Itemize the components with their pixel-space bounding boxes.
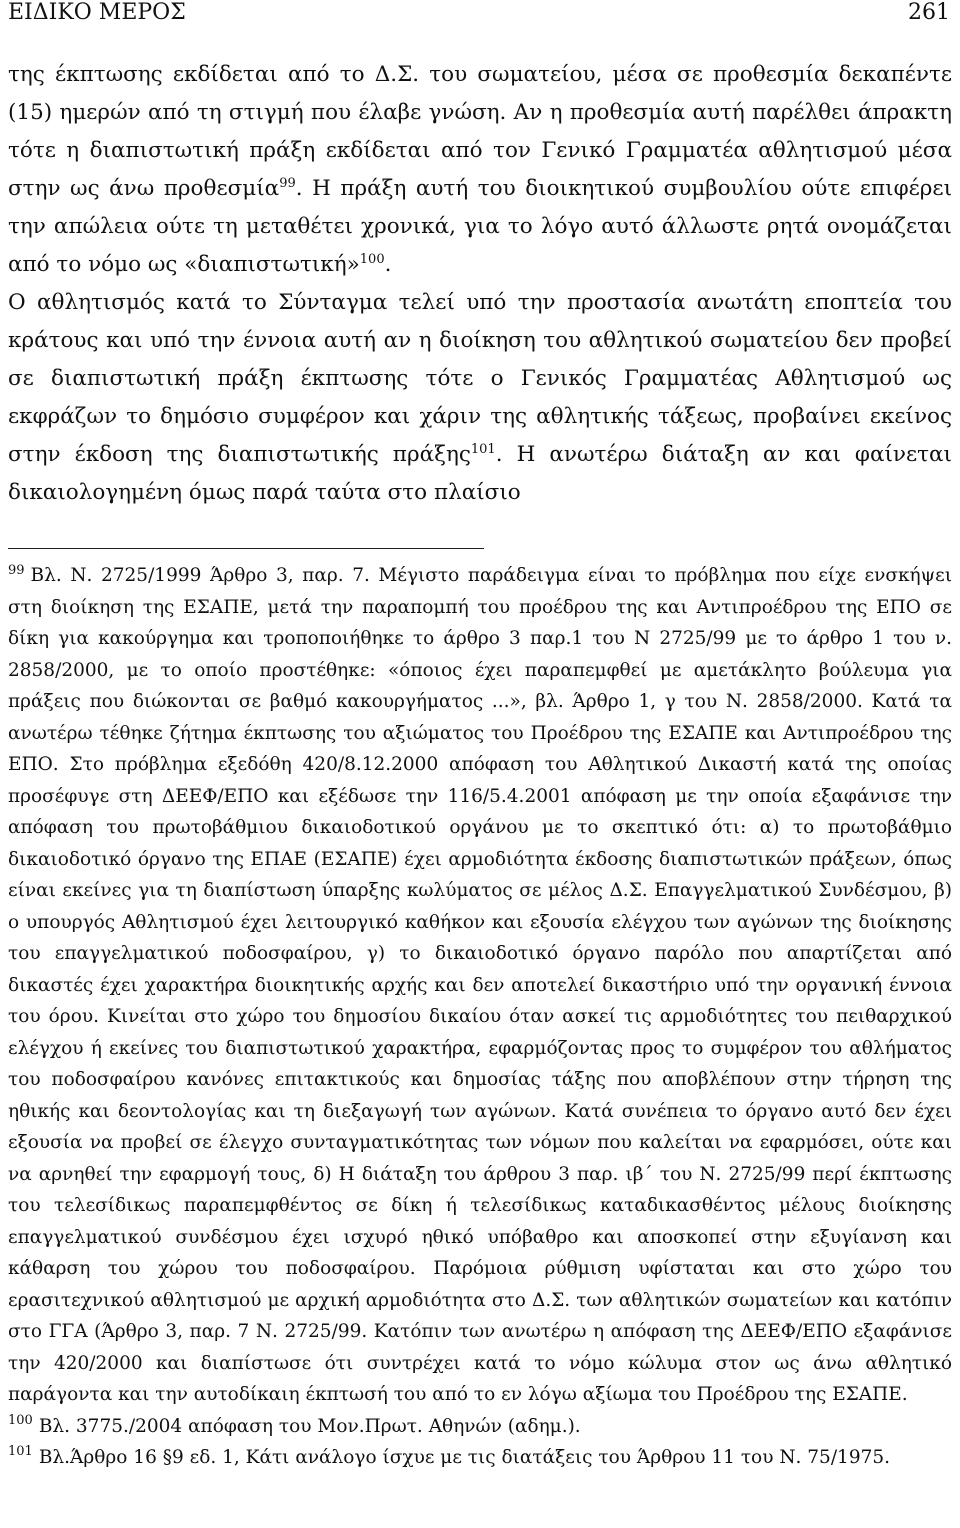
paragraph-text: . Η πράξη αυτή του διοικητικού συμβουλίου ούτε επιφέρει την απώλεια ούτε τη μεταθέτει χρονικά, για το λόγο αυτό άλλωστε ρητά ονομάζεται από το νόμο ως «διαπιστωτική» [8, 176, 952, 277]
page-number: 261 [908, 0, 950, 25]
footnote-ref-99[interactable]: 99 [279, 175, 296, 191]
paragraph-text: . Η ανωτέρω διάταξη αν και φαίνεται δικαιολογημένη όμως παρά ταύτα στο πλαίσιο [8, 442, 952, 505]
footnote-number: 101 [8, 1444, 33, 1460]
footnote-99 [8, 560, 952, 1411]
footnote-number: 99 [8, 562, 25, 578]
footnote-text: Βλ. Ν. 2725/1999 Άρθρο 3, παρ. 7. Μέγιστο παράδειγμα είναι το πρόβλημα που είχε ενσκήψει στη διοίκηση της ΕΣΑΠΕ, μετά την παραπομπή του προέδρου της και Αντιπροέδρου της ΕΠΟ σε δίκη για κακούργημα και τροποποιήθηκε το άρθρο 3 παρ.1 του Ν 2725/99 με το άρθρο 1 του ν. 2858/2000, με το οποίο προστέθηκε: «όποιος έχει παραπεμφθεί με αμετάκλητο βούλευμα για πράξεις που διώκονται σε βαθμό κακουργήματος ...», βλ. Άρθρο 1, γ του Ν. 2858/2000. Κατά τα ανωτέρω τέθηκε ζήτημα έκπτωσης του αξιώματος του Προέδρου της ΕΣΑΠΕ και Αντιπροέδρου της ΕΠΟ. Στο πρόβλημα εξεδόθη 420/8.12.2000 απόφαση του Αθλητικού Δικαστή κατά της οποίας προσέφυγε στη ΔΕΕΦ/ΕΠΟ και εξέδωσε την 116/5.4.2001 απόφαση με την οποία εξαφάνισε την απόφαση του πρωτοβάθμιου δικαιοδοτικού οργάνου με το σκεπτικό ότι: α) το πρωτοβάθμιο δικαιοδοτικό όργανο της ΕΠΑΕ (ΕΣΑΠΕ) έχει αρμοδιότητα έκδοσης διαπιστωτικών πράξεων, όπως είναι εκείνες για τη διαπίστωση ύπαρξης κωλύματος σε μέλος Δ.Σ. Επαγγελματικού Συνδέσμου, β) ο υπουργός Αθλητισμού έχει λειτουργικό καθήκον και εξουσία ελέγχου των αγώνων της διοίκησης του επαγγελματικού ποδοσφαίρου, γ) το δικαιοδοτικό όργανο παρόλο που απαρτίζεται από δικαστές έχει χαρακτήρα διοικητικής αρχής και δεν αποτελεί δικαστήριο υπό την οργανική έννοια του όρου. Κινείται στο χώρο του δημοσίου δικαίου όταν ασκεί τις αρμοδιότητες του πειθαρχικού ελέγχου ή εκείνες του διαπιστωτικού χαρακτήρα, εφαρμόζοντας προς το συμφέρον του αθλήματος του ποδοσφαίρου κανόνες επιτακτικούς και δημοσίας τάξης που αποβλέπουν στην τήρηση της ηθικής και δεοντολογίας και τη διεξαγωγή των αγώνων. Κατά συνέπεια το όργανο αυτό δεν έχει εξουσία να προβεί σε έλεγχο συνταγματικότητας των νόμων που καλείται να εφαρμόσει, ούτε και να αρνηθεί την εφαρμογή τους, δ) Η διάταξη του άρθρου 3 παρ. ιβ΄ του Ν. 2725/99 περί έκπτωσης του τελεσίδικως παραπεμφθέντος σε δίκη ή τελεσίδικως καταδικασθέντος μέλους διοίκησης επαγγελματικού συνδέσμου έχει ισχυρό ηθικό υπόβαθρο και αποσκοπεί στην εξυγίανση και κάθαρση του χώρου του ποδοσφαίρου. Παρόμοια ρύθμιση υφίσταται και στο χώρο του ερασιτεχνικού αθλητισμού με αρχική αρμοδιότητα στο Δ.Σ. των αθλητικών σωματείων και κατόπιν στο ΓΓΑ (Άρθρο 3, παρ. 7 Ν. 2725/99. Κατόπιν των ανωτέρω η απόφαση της ΔΕΕΦ/ΕΠΟ εξαφάνισε την 420/2000 και διαπίστωσε ότι συντρέχει κατά το νόμο κώλυμα στον ως άνω αθλητικό παράγοντα και την αυτοδίκαιη έκπτωσή του από το εν λόγω αξίωμα του Προέδρου της ΕΣΑΠΕ. [8, 565, 952, 1405]
paragraph-text: της έκπτωσης εκδίδεται από το Δ.Σ. του σωματείου, μέσα σε προθεσμία δεκαπέντε (15) ημερών από τη στιγμή που έλαβε γνώση. Αν η προθεσμία αυτή παρέλθει άπρακτη τότε η διαπιστωτική πράξη εκδίδεται από τον Γενικό Γραμματέα αθλητισμού μέσα στην ως άνω προθεσμία [8, 62, 952, 201]
footnote-ref-101[interactable]: 101 [470, 441, 496, 457]
paragraph [8, 56, 952, 284]
footnote-number: 100 [8, 1413, 33, 1429]
running-header [8, 0, 950, 28]
footnote-text: Βλ.Άρθρο 16 §9 εδ. 1, Κάτι ανάλογο ίσχυε με τις διατάξεις του Άρθρου 11 του Ν. 75/1975. [38, 1446, 891, 1468]
section-title: ΕΙΔΙΚΟ ΜΕΡΟΣ [8, 0, 186, 25]
paragraph-text: . [384, 252, 392, 277]
paragraph-text: Ο αθλητισμός κατά το Σύνταγμα τελεί υπό την προστασία ανωτάτη εποπτεία του κράτους και υπό την έννοια αυτή αν η διοίκηση του αθλητικού σωματείου δεν προβεί σε διαπιστωτική πράξη έκπτωσης τότε ο Γενικός Γραμματέας Αθλητισμού ως εκφράζων το δημόσιο συμφέρον και χάριν της αθλητικής τάξεως, προβαίνει εκείνος στην έκδοση της διαπιστωτικής πράξης [8, 290, 952, 467]
main-text [8, 56, 952, 512]
footnote-separator [8, 548, 484, 549]
footnote-100 [8, 1411, 952, 1442]
paragraph [8, 284, 952, 512]
footnote-text: Βλ. 3775./2004 απόφαση του Μον.Πρωτ. Αθηνών (αδημ.). [38, 1415, 581, 1437]
footnote-101 [8, 1442, 952, 1473]
footnotes [8, 560, 952, 1473]
footnote-ref-100[interactable]: 100 [359, 251, 385, 267]
